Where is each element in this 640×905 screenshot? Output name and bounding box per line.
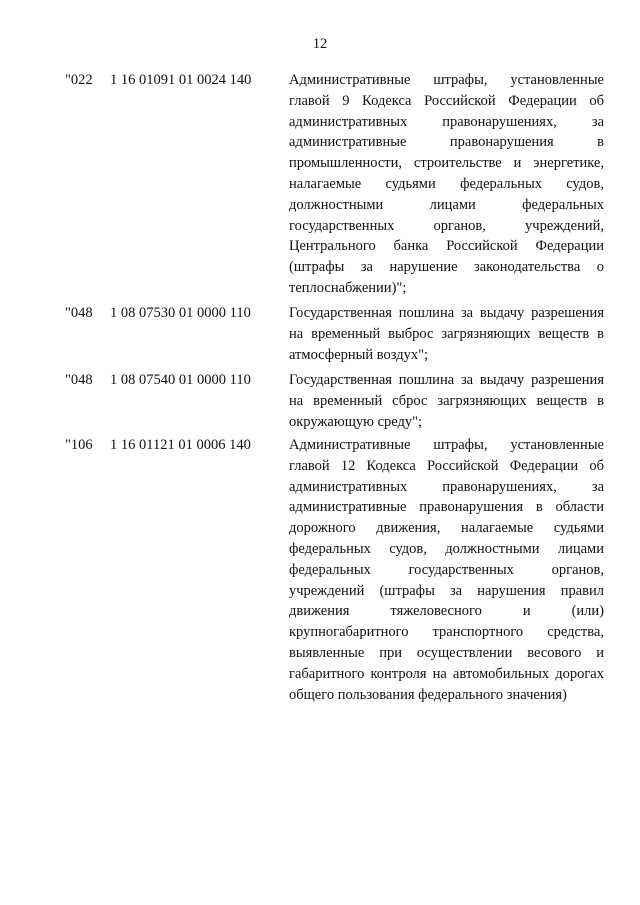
description-line: окружающую среду"; — [289, 413, 423, 430]
description-line: теплоснабжении)"; — [289, 279, 407, 296]
entry-description — [289, 370, 604, 432]
entry-description — [289, 435, 604, 705]
description-line: Административные штрафы, установленные — [289, 72, 604, 88]
description-line: главой 12 Кодекса Российской Федерации об — [289, 457, 604, 474]
description-line: выявленные при осуществлении весового и — [289, 644, 604, 661]
description-line: дорожного движения, налагаемые судьями — [289, 520, 604, 537]
description-line: Государственная пошлина за выдачу разрешения — [289, 372, 604, 388]
budget-classification-code: 1 08 07530 01 0000 110 — [110, 305, 251, 321]
entry-description — [289, 70, 604, 299]
description-line: движения тяжеловесного и (или) — [289, 603, 604, 620]
description-line: промышленности, строительстве и энергетике, — [289, 155, 604, 172]
description-line: федеральных судов, должностными лицами — [289, 540, 604, 557]
code-prefix: "022 — [65, 72, 93, 88]
description-line: Административные штрафы, установленные — [289, 437, 604, 453]
description-line: атмосферный воздух"; — [289, 346, 429, 363]
description-line: крупногабаритного транспортного средства, — [289, 624, 604, 641]
budget-classification-code: 1 16 01121 01 0006 140 — [110, 437, 251, 453]
description-line: (штрафы за нарушение законодательства о — [289, 259, 604, 276]
code-prefix: "048 — [65, 372, 93, 388]
description-line: должностными лицами федеральных — [289, 196, 604, 213]
description-line: административные правонарушения в — [289, 134, 604, 151]
description-line: на временный выброс загрязняющих веществ в — [289, 325, 604, 342]
description-line: Центрального банка Российской Федерации — [289, 238, 604, 255]
description-line: габаритного контроля на автомобильных дорогах — [289, 665, 604, 682]
description-line: общего пользования федерального значения) — [289, 686, 567, 703]
description-line: учреждений (штрафы за нарушения правил — [289, 582, 604, 599]
description-line: Государственная пошлина за выдачу разрешения — [289, 305, 604, 321]
budget-classification-code: 1 08 07540 01 0000 110 — [110, 372, 251, 388]
description-line: административные правонарушения в области — [289, 499, 604, 516]
entry-description — [289, 303, 604, 365]
description-line: административных правонарушениях, за — [289, 478, 604, 495]
description-line: налагаемые судьями федеральных судов, — [289, 175, 604, 192]
description-line: федеральных государственных органов, — [289, 561, 604, 578]
code-prefix: "048 — [65, 305, 93, 321]
description-line: на временный сброс загрязняющих веществ в — [289, 392, 604, 409]
page-number: 12 — [312, 36, 328, 52]
description-line: главой 9 Кодекса Российской Федерации об — [289, 92, 604, 109]
description-line: административных правонарушениях, за — [289, 113, 604, 130]
budget-classification-code: 1 16 01091 01 0024 140 — [110, 72, 252, 88]
description-line: государственных органов, учреждений, — [289, 217, 604, 234]
code-prefix: "106 — [65, 437, 93, 453]
